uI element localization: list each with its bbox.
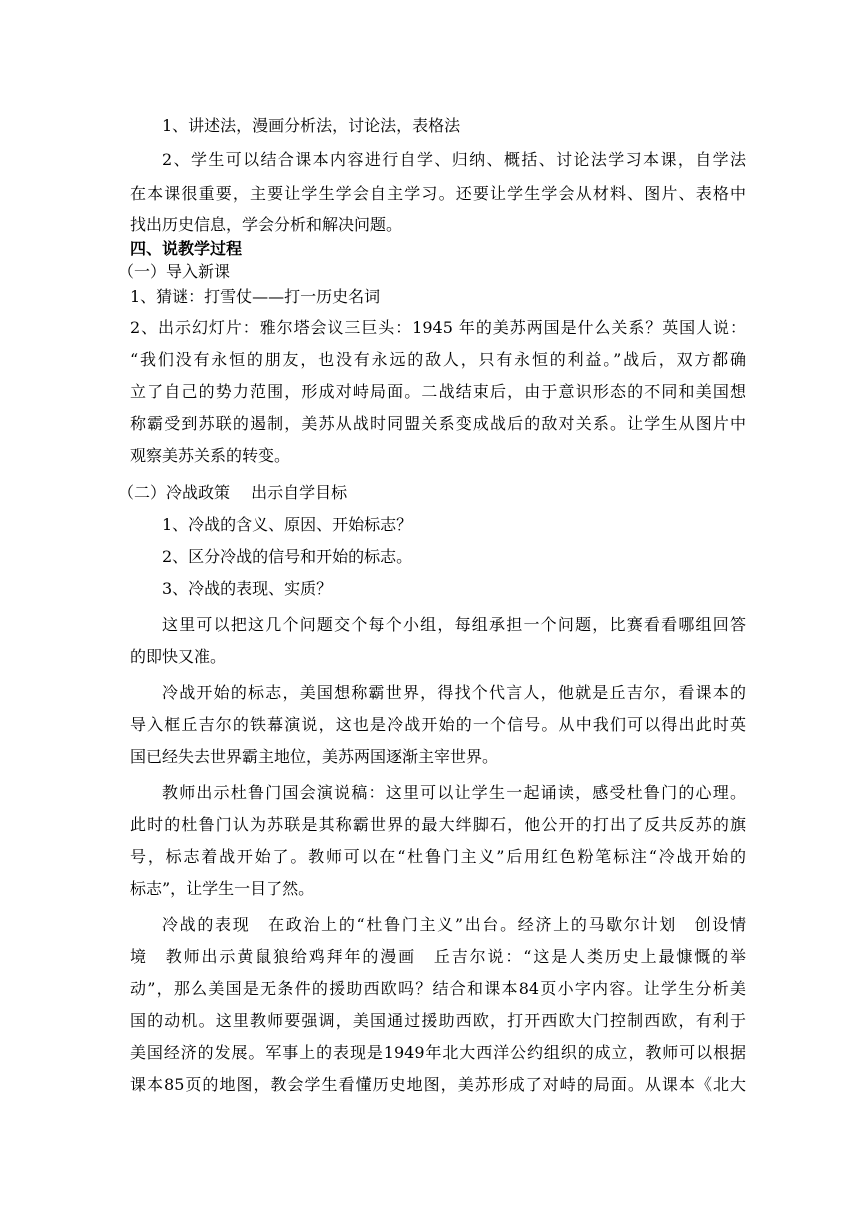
subsection-heading-2: （二）冷战政策 出示自学目标: [118, 483, 348, 502]
paragraph-line: 这里可以把这几个问题交个每个小组，每组承担一个问题，比赛看看哪组回答: [162, 615, 746, 634]
paragraph-line: 境 教师出示黄鼠狼给鸡拜年的漫画 丘吉尔说：“这是人类历史上最慷慨的举: [130, 947, 746, 966]
goal-item-3: 3、冷战的表现、实质？: [162, 579, 333, 598]
paragraph-line: 观察美苏关系的转变。: [130, 446, 291, 465]
paragraph-line: 称霸受到苏联的遏制，美苏从战时同盟关系变成战后的敌对关系。让学生从图片中: [130, 414, 746, 433]
paragraph-line: 标志”，让学生一目了然。: [130, 879, 315, 898]
method-item-2-line-1: 2、学生可以结合课本内容进行自学、归纳、概括、讨论法学习本课，自学法: [162, 150, 746, 169]
paragraph-line: 动”，那么美国是无条件的援助西欧吗？结合和课本84页小字内容。让学生分析美: [130, 979, 746, 998]
goal-item-1: 1、冷战的含义、原因、开始标志？: [162, 515, 413, 534]
paragraph-line: 导入框丘吉尔的铁幕演说，这也是冷战开始的一个信号。从中我们可以得出此时英: [130, 715, 746, 734]
paragraph-line: “我们没有永恒的朋友，也没有永远的敌人，只有永恒的利益。”战后，双方都确: [130, 350, 746, 369]
paragraph-line: 冷战开始的标志，美国想称霸世界，得找个代言人，他就是丘吉尔，看课本的: [162, 683, 746, 702]
paragraph-line: 冷战的表现 在政治上的“杜鲁门主义”出台。经济上的马歇尔计划 创设情: [162, 915, 746, 934]
method-item-1: 1、讲述法，漫画分析法，讨论法，表格法: [162, 116, 461, 135]
paragraph-line: 国已经失去世界霸主地位，美苏两国逐渐主宰世界。: [130, 747, 499, 766]
subsection-heading-1: （一）导入新课: [118, 262, 231, 281]
paragraph-line: 1、猜谜：打雪仗——打一历史名词: [130, 287, 381, 306]
goal-item-2: 2、区分冷战的信号和开始的标志。: [162, 547, 413, 566]
paragraph-line: 立了自己的势力范围，形成对峙局面。二战结束后，由于意识形态的不同和美国想: [130, 382, 746, 401]
paragraph-line: 2、出示幻灯片：雅尔塔会议三巨头：1945 年的美苏两国是什么关系？英国人说：: [130, 318, 746, 337]
paragraph-line: 此时的杜鲁门认为苏联是其称霸世界的最大绊脚石，他公开的打出了反共反苏的旗: [130, 815, 746, 834]
paragraph-line: 国的动机。这里教师要强调，美国通过援助西欧，打开西欧大门控制西欧，有利于: [130, 1011, 746, 1030]
method-item-2-line-3: 找出历史信息，学会分析和解决问题。: [130, 215, 403, 234]
section-heading: 四、说教学过程: [130, 239, 243, 258]
paragraph-line: 教师出示杜鲁门国会演说稿：这里可以让学生一起诵读，感受杜鲁门的心理。: [162, 783, 746, 802]
paragraph-line: 的即快又准。: [130, 647, 227, 666]
paragraph-line: 课本85页的地图，教会学生看懂历史地图，美苏形成了对峙的局面。从课本《北大: [130, 1075, 746, 1094]
paragraph-line: 美国经济的发展。军事上的表现是1949年北大西洋公约组织的成立，教师可以根据: [130, 1043, 746, 1062]
method-item-2-line-2: 在本课很重要，主要让学生学会自主学习。还要让学生学会从材料、图片、表格中: [130, 184, 746, 203]
paragraph-line: 号，标志着战开始了。教师可以在“杜鲁门主义”后用红色粉笔标注“冷战开始的: [130, 847, 746, 866]
